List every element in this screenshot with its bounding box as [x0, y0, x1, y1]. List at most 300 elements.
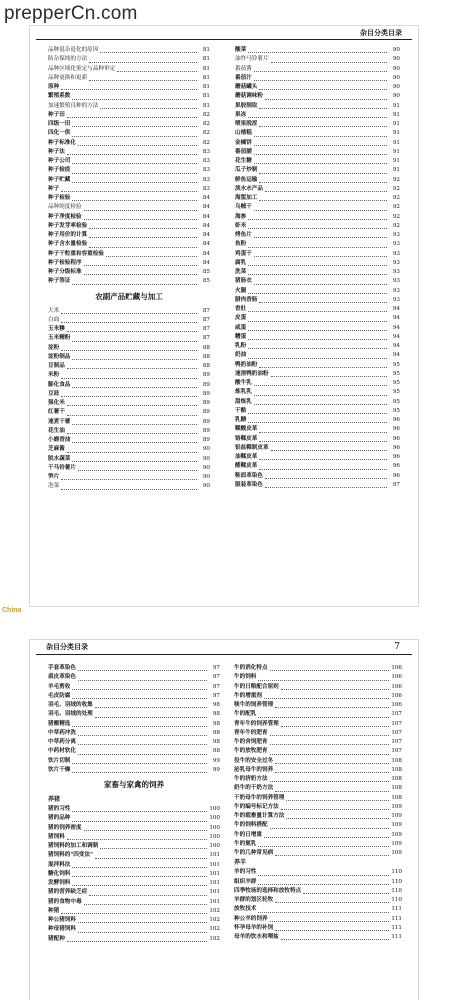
entry-title: 鸡蛋干 [235, 250, 252, 257]
leader-dots [248, 293, 387, 294]
entry-title: 种母猪饲料 [48, 926, 76, 933]
entry-page-number: 83 [202, 185, 210, 192]
toc-entry [48, 371, 210, 380]
entry-page-number: 96 [392, 444, 400, 451]
leader-dots [78, 680, 207, 681]
entry-page-number: 91 [392, 121, 400, 127]
entry-page-number: 89 [202, 418, 210, 425]
leader-dots [89, 247, 197, 248]
entry-page-number: 83 [202, 176, 210, 183]
toc-entry [234, 905, 402, 914]
toc-entry [234, 729, 402, 738]
entry-title: 鸭奶油粉 [235, 361, 258, 368]
entry-page-number: 89 [202, 437, 210, 443]
entry-page-number: 106 [391, 665, 402, 671]
entry-title: 烤鱼片 [235, 232, 252, 238]
entry-title: 腐乳 [235, 259, 247, 266]
document-page-1 [30, 26, 418, 606]
entry-title: 羽毛、羽绒的处理 [48, 711, 93, 718]
leader-dots [270, 921, 389, 922]
entry-page-number: 84 [202, 195, 210, 201]
toc-entry [234, 868, 402, 877]
entry-title: 干酪 [235, 407, 247, 414]
toc-entry [48, 664, 220, 673]
leader-dots [259, 200, 387, 201]
toc-entry [235, 185, 400, 194]
entry-title: 牛的舍饲肥育 [234, 739, 268, 745]
entry-title: 强化米 [48, 400, 65, 406]
entry-page-number: 91 [392, 102, 400, 109]
entry-title: 糟蛋 [235, 333, 247, 340]
toc-entry [48, 277, 210, 286]
entry-page-number: 91 [392, 167, 400, 174]
entry-page-number: 91 [392, 158, 400, 164]
leader-dots [248, 339, 387, 340]
entry-page-number: 94 [392, 343, 400, 349]
toc-entry [48, 464, 210, 473]
leader-dots [89, 80, 197, 81]
entry-page-number: 108 [391, 776, 402, 782]
toc-entry [48, 203, 210, 212]
entry-page-number: 107 [391, 739, 402, 745]
toc-entry [48, 334, 210, 343]
entry-page-number: 90 [392, 47, 400, 53]
entry-page-number: 81 [202, 65, 210, 72]
entry-page-number: 83 [202, 167, 210, 174]
toc-entry [235, 287, 400, 296]
entry-page-number: 98 [212, 711, 220, 718]
entry-page-number: 102 [209, 935, 220, 942]
toc-entry [48, 729, 220, 738]
entry-page-number: 111 [391, 924, 402, 931]
toc-entry [235, 92, 400, 101]
entry-title: 蘑菇调味粉 [235, 93, 263, 100]
toc-entry [234, 738, 402, 747]
leader-dots [259, 108, 387, 109]
entry-title: 喷果脱涩 [235, 121, 258, 127]
entry-title: 服装革染色 [235, 481, 263, 488]
leader-dots [258, 846, 389, 847]
toc-entry [235, 462, 400, 471]
entry-page-number: 107 [391, 711, 402, 718]
entry-title: 牛的载畜量计算方法 [234, 813, 285, 819]
entry-title: 混拌料法 [48, 861, 71, 868]
toc-entry [235, 120, 400, 129]
entry-title: 手套革染色 [48, 665, 76, 671]
toc-entry [234, 673, 402, 682]
entry-page-number: 90 [392, 93, 400, 100]
toc-entry [235, 102, 400, 111]
entry-title: 中药材软化 [48, 748, 76, 755]
entry-page-number: 81 [202, 84, 210, 90]
entry-title: 种子干粒重和容重检验 [48, 250, 104, 257]
toc-entry [48, 925, 220, 934]
entry-title: 花生油 [48, 427, 65, 434]
toc-entry [235, 398, 400, 407]
entry-title: 脱水蔬菜 [48, 455, 71, 462]
leader-dots [100, 848, 207, 849]
leader-dots [281, 726, 389, 727]
entry-page-number: 98 [212, 702, 220, 708]
entry-page-number: 93 [392, 278, 400, 285]
toc-entry [235, 416, 400, 425]
leader-dots [258, 680, 389, 681]
leader-dots [271, 450, 387, 451]
leader-dots [303, 893, 389, 894]
toc-entry [48, 482, 210, 491]
entry-title: 牛的日粮配合原则 [234, 683, 279, 690]
leader-dots [248, 330, 387, 331]
leader-dots [248, 274, 387, 275]
toc-entry [48, 683, 220, 692]
leader-dots [248, 219, 387, 220]
toc-entry [48, 842, 220, 851]
entry-title: 蘑菇罐头 [235, 84, 258, 90]
leader-dots [248, 52, 387, 53]
toc-entry [48, 307, 210, 316]
leader-dots [72, 173, 197, 174]
leader-dots [259, 432, 387, 433]
entry-title: 皮蛋 [235, 315, 247, 322]
entry-page-number: 107 [391, 748, 402, 755]
section-title: 家畜与家禽的饲养 [104, 780, 164, 789]
leader-dots [248, 117, 387, 118]
entry-page-number: 82 [202, 121, 210, 127]
toc-entry [235, 425, 400, 434]
entry-page-number: 93 [392, 287, 400, 294]
leader-dots [72, 359, 197, 360]
leader-dots [254, 404, 387, 405]
toc-entry [48, 766, 220, 775]
toc-entry [235, 148, 400, 157]
entry-title: 番茄汁 [235, 74, 252, 81]
entry-title: 猪饲料的加工和调制 [48, 843, 99, 849]
leader-dots [275, 902, 389, 903]
entry-title: 果冻 [235, 111, 247, 118]
toc-entry [235, 250, 400, 259]
page-header [30, 640, 418, 658]
leader-dots [67, 368, 197, 369]
entry-title: 火腿 [235, 287, 247, 294]
leader-dots [72, 821, 207, 822]
toc-entry [235, 314, 400, 323]
entry-title: 小磨香油 [48, 437, 71, 443]
entry-page-number: 108 [391, 766, 402, 773]
leader-dots [61, 479, 197, 480]
entry-title: 种子田 [48, 111, 65, 118]
entry-title: 甜炼乳 [235, 398, 252, 405]
toc-entry [48, 757, 220, 766]
leader-dots [281, 689, 389, 690]
toc-entry [235, 129, 400, 138]
entry-page-number: 95 [392, 389, 400, 396]
entry-page-number: 97 [212, 692, 220, 699]
entry-page-number: 99 [212, 757, 220, 764]
entry-page-number: 93 [392, 250, 400, 257]
entry-title: 放牧技术 [234, 906, 257, 913]
leader-dots [275, 855, 389, 856]
toc-entry [235, 342, 400, 351]
leader-dots [72, 163, 197, 164]
entry-title: 猪的食物中毒 [48, 898, 82, 905]
entry-page-number: 84 [202, 213, 210, 220]
leader-dots [270, 828, 389, 829]
entry-page-number: 95 [392, 370, 400, 377]
toc-entry [48, 139, 210, 148]
toc-entry [48, 268, 210, 277]
entry-page-number: 109 [391, 850, 402, 856]
toc-entry [235, 361, 400, 370]
leader-dots [67, 154, 197, 155]
leader-dots [78, 744, 207, 745]
entry-page-number: 111 [391, 915, 402, 922]
leader-dots [61, 396, 197, 397]
toc-entry [235, 222, 400, 231]
entry-page-number: 94 [392, 306, 400, 312]
entry-page-number: 83 [202, 148, 210, 155]
toc-entry [48, 399, 210, 408]
entry-title: 四化一供 [48, 130, 71, 137]
toc-entry [48, 74, 210, 83]
toc-entry [48, 720, 220, 729]
entry-title: 羊群的划区轮牧 [234, 897, 274, 903]
leader-dots [271, 62, 387, 63]
entry-page-number: 109 [391, 803, 402, 810]
entry-title: 牛的氨乳 [234, 840, 257, 847]
entry-page-number: 101 [209, 889, 220, 896]
entry-page-number: 87 [202, 307, 210, 314]
entry-title: 鲜鱼运输 [235, 176, 258, 183]
entry-page-number: 90 [392, 84, 400, 90]
entry-page-number: 110 [391, 887, 402, 894]
toc-entry [235, 213, 400, 222]
toc-entry [234, 887, 402, 896]
entry-title: 牛的配乳 [234, 711, 257, 718]
toc-entry [48, 692, 220, 701]
toc-entry [48, 231, 210, 240]
leader-dots [61, 378, 197, 379]
entry-page-number: 84 [202, 232, 210, 238]
leader-dots [72, 99, 197, 100]
entry-title: 加速繁殖良种的方法 [48, 102, 99, 109]
entry-title: 中草药分离 [48, 739, 76, 745]
toc-entry [48, 710, 220, 719]
entry-title: 米粉 [48, 372, 60, 379]
toc-entry [234, 933, 402, 942]
toc-entry [235, 351, 400, 360]
entry-title: 牛的挤奶方法 [234, 776, 268, 782]
leader-dots [67, 415, 197, 416]
entry-page-number: 98 [212, 748, 220, 755]
leader-dots [72, 126, 197, 127]
leader-dots [259, 459, 387, 460]
toc-entry [234, 766, 402, 775]
toc-entry [234, 831, 402, 840]
entry-title: 泡菜 [48, 483, 60, 490]
entry-title: 油鞣皮革 [235, 454, 258, 460]
toc-entry [48, 194, 210, 203]
toc-entry [48, 222, 210, 231]
entry-page-number: 107 [391, 720, 402, 727]
entry-title: 奶牛的干奶方法 [234, 785, 274, 792]
leader-dots [248, 247, 387, 248]
leader-dots [72, 136, 197, 137]
entry-page-number: 100 [209, 843, 220, 849]
leader-dots [84, 904, 207, 905]
entry-page-number: 98 [212, 729, 220, 736]
entry-title: 淀粉制品 [48, 353, 71, 360]
entry-title: 羊毛剪收 [48, 683, 71, 690]
entry-title: 牛的编号标记方法 [234, 803, 279, 810]
entry-title: 番茄酱 [235, 65, 252, 72]
entry-page-number: 81 [202, 74, 210, 81]
entry-title: 豆豉 [48, 390, 60, 397]
entry-title: 种子分级标准 [48, 269, 82, 275]
toc-entry [234, 878, 402, 887]
entry-page-number: 102 [209, 926, 220, 933]
toc-entry [48, 390, 210, 399]
toc-entry [48, 747, 220, 756]
entry-page-number: 109 [391, 813, 402, 819]
entry-page-number: 87 [202, 316, 210, 323]
leader-dots [72, 284, 197, 285]
entry-page-number: 92 [392, 222, 400, 229]
leader-dots [61, 313, 197, 314]
leader-dots [265, 191, 387, 192]
entry-title: 犊牛的饲养管理 [234, 702, 274, 708]
leader-dots [275, 707, 389, 708]
entry-title: 猪饲料 [48, 833, 65, 840]
toc-entry [48, 473, 210, 482]
entry-title: 猪的饲养密度 [48, 824, 82, 831]
toc-left-column [48, 46, 210, 492]
leader-dots [84, 274, 197, 275]
toc-entry [235, 370, 400, 379]
leader-dots [72, 424, 197, 425]
leader-dots [78, 670, 207, 671]
toc-entry [234, 757, 402, 766]
toc-entry [235, 65, 400, 74]
toc-entry [235, 55, 400, 64]
entry-page-number: 88 [202, 363, 210, 369]
leader-dots [254, 80, 387, 81]
entry-title: 酸牛乳 [235, 380, 252, 386]
entry-page-number: 100 [209, 806, 220, 812]
toc-entry [234, 849, 402, 858]
leader-dots [264, 698, 389, 699]
toc-entry [235, 74, 400, 83]
entry-page-number: 94 [392, 324, 400, 331]
entry-page-number: 108 [391, 757, 402, 764]
entry-page-number: 91 [392, 111, 400, 118]
entry-page-number: 100 [209, 833, 220, 840]
entry-title: 种子签证 [48, 278, 71, 285]
leader-dots [259, 126, 387, 127]
entry-page-number: 93 [392, 296, 400, 303]
toc-entry [48, 176, 210, 185]
entry-title: 中草药冲洗 [48, 729, 76, 736]
entry-title: 干马铃薯片 [48, 464, 76, 471]
toc-entry [235, 240, 400, 249]
toc-entry [235, 379, 400, 388]
entry-title: 种公羊的饲养 [234, 915, 268, 922]
toc-entry [234, 720, 402, 729]
entry-title: 发酵饲料 [48, 880, 71, 886]
entry-title: 怀孕母羊的补饲 [234, 924, 274, 931]
leader-dots [259, 89, 387, 90]
entry-page-number: 84 [202, 241, 210, 248]
toc-entry [235, 157, 400, 166]
leader-dots [72, 442, 197, 443]
leader-dots [84, 210, 197, 211]
entry-page-number: 110 [391, 869, 402, 876]
leader-dots [78, 754, 207, 755]
leader-dots [95, 717, 207, 718]
leader-dots [72, 200, 197, 201]
leader-dots [78, 470, 197, 471]
leader-dots [275, 930, 389, 931]
entry-page-number: 81 [202, 47, 210, 53]
entry-title: 种子检疫 [48, 167, 71, 174]
leader-dots [248, 422, 387, 423]
toc-entry [234, 821, 402, 830]
entry-title: 干奶母牛的饲养管理 [234, 794, 285, 801]
toc-right-column [235, 46, 400, 490]
toc-entry [235, 259, 400, 268]
leader-dots [78, 145, 197, 146]
toc-entry [48, 213, 210, 222]
toc-entry [48, 92, 210, 101]
toc-entry [235, 231, 400, 240]
entry-page-number: 100 [209, 815, 220, 822]
entry-page-number: 90 [202, 446, 210, 453]
leader-dots [72, 182, 197, 183]
toc-entry [235, 139, 400, 148]
toc-entry [234, 775, 402, 784]
entry-page-number: 97 [212, 683, 220, 690]
toc-entry [235, 324, 400, 333]
leader-dots [254, 136, 387, 137]
leader-dots [72, 689, 207, 690]
entry-title: 果胶制取 [235, 102, 258, 109]
toc-entry [235, 111, 400, 120]
entry-page-number: 111 [391, 934, 402, 940]
entry-page-number: 92 [392, 204, 400, 211]
toc-entry [234, 803, 402, 812]
leader-dots [67, 117, 197, 118]
leader-dots [61, 489, 197, 490]
toc-entry [48, 316, 210, 325]
toc-entry [48, 738, 220, 747]
leader-dots [258, 884, 389, 885]
toc-entry [48, 111, 210, 120]
leader-dots [275, 772, 389, 773]
leader-dots [248, 348, 387, 349]
header-title: 杂目分类目录 [46, 643, 88, 651]
entry-page-number: 100 [209, 824, 220, 831]
entry-page-number: 96 [392, 472, 400, 479]
entry-page-number: 97 [212, 665, 220, 671]
china-mark: China [2, 607, 22, 614]
toc-entry [234, 701, 402, 710]
entry-title: 番茄脯 [235, 148, 252, 155]
entry-title: 羽毛、羽绒的收集 [48, 702, 93, 708]
entry-title: 猪的习性 [48, 806, 71, 812]
toc-entry [48, 65, 210, 74]
header-rule [36, 654, 412, 655]
leader-dots [254, 395, 387, 396]
leader-dots [72, 726, 207, 727]
